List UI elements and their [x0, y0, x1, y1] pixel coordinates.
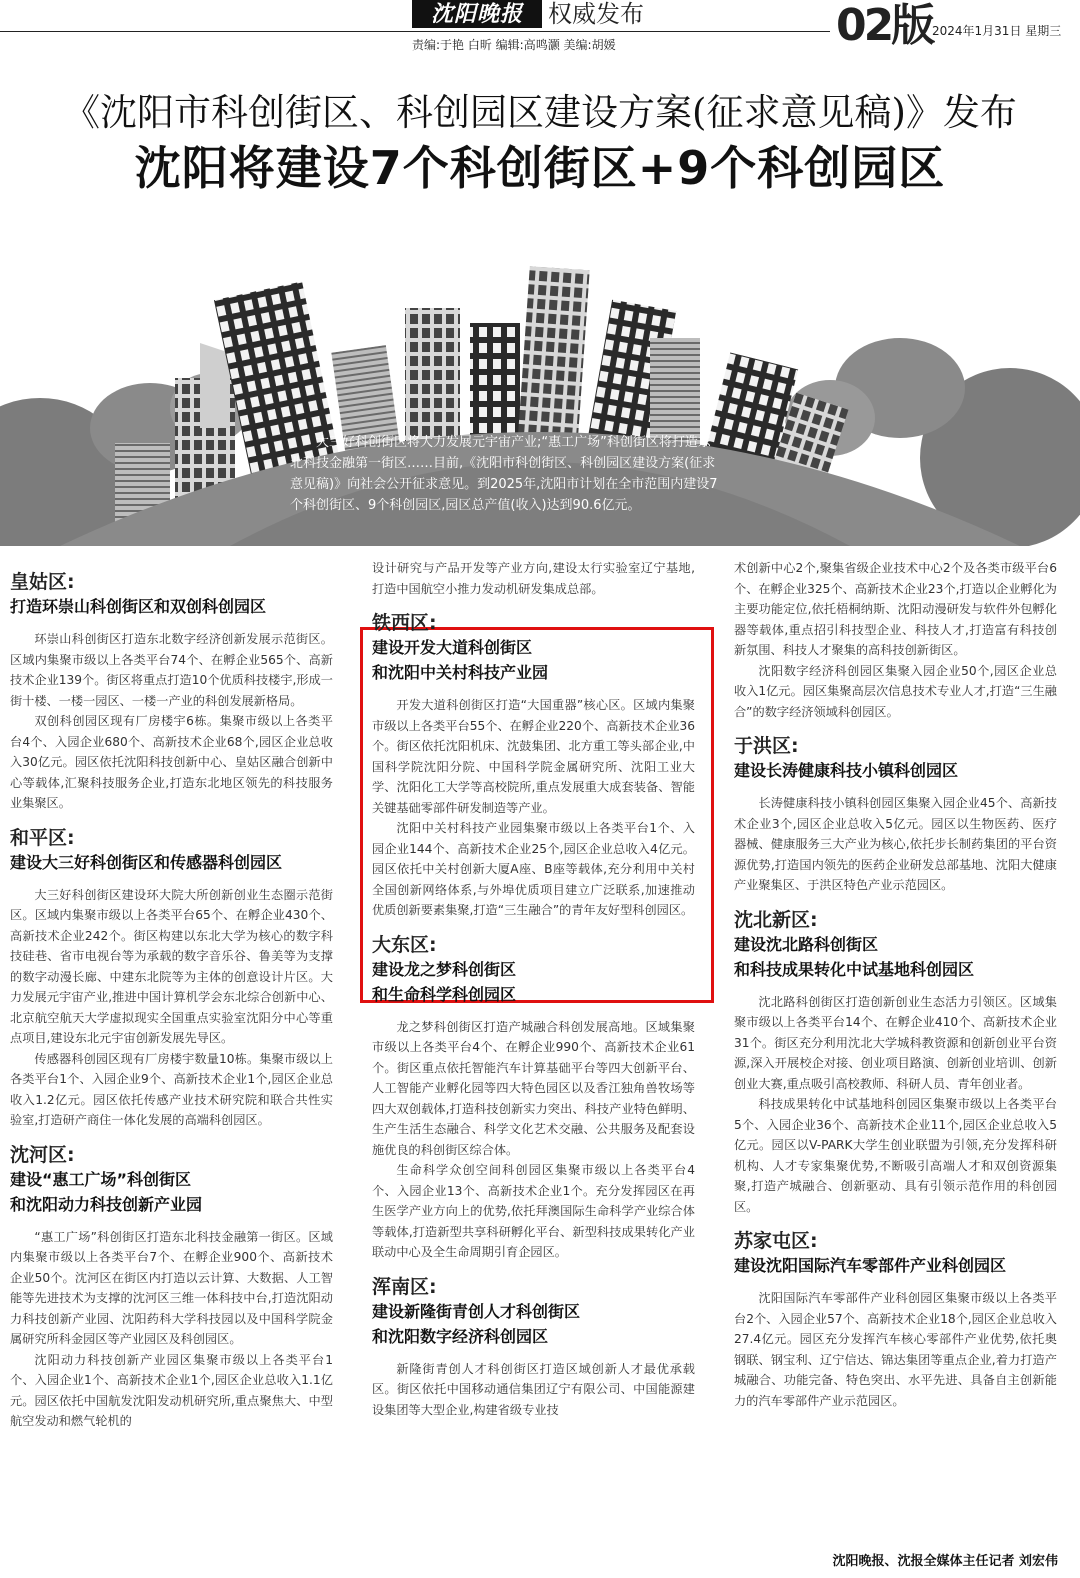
body-paragraph: 传感器科创园区现有厂房楼宇数量10栋。集聚市级以上各类平台1个、入园企业9个、高新技术企业1个,园区企业总收入1.2亿元。园区依托传感产业技术研究院和联合共性实验室,打造研产商住一体化发展的高端科创园区。: [10, 1051, 333, 1127]
district-name: 和平区:: [10, 826, 75, 849]
subtitle-line: 和沈阳中关村科技产业园: [372, 663, 549, 682]
district-subtitle: [372, 635, 695, 685]
district-subtitle: 建设大三好科创街区和传感器科创园区: [10, 852, 283, 872]
column-1: [10, 558, 333, 1432]
district-name: 浑南区:: [372, 1275, 437, 1298]
column-3: [734, 558, 1057, 1411]
body-paragraph: 双创科创园区现有厂房楼宇6栋。集聚市级以上各类平台4个、入园企业680个、高新技术企业68个,园区企业总收入30亿元。园区依托沈阳科技创新中心、皇姑区融合创新中心等载体,汇聚科技服务企业,打造东北地区领先的科技服务业集聚区。: [10, 714, 333, 810]
body-paragraph: 沈阳动力科技创新产业园区集聚市级以上各类平台1个、入园企业1个、高新技术企业1个,园区企业总收入1.1亿元。园区依托中国航发沈阳发动机研究所,重点聚焦大、中型航空发动和燃气轮机的: [10, 1352, 333, 1428]
subtitle-line: 建设开发大道科创街区: [372, 638, 533, 657]
header-rule: [0, 31, 830, 32]
district-section: [10, 826, 333, 1131]
district-name: 铁西区:: [372, 612, 437, 634]
column-2: [372, 558, 695, 1420]
subtitle-line: 建设龙之梦科创街区: [372, 959, 517, 979]
page-header: [0, 0, 1080, 52]
body-paragraph: 大三好科创街区建设环大院大所创新创业生态圈示范街区。区域内集聚市级以上各类平台65个、在孵企业430个、高新技术企业242个。街区构建以东北大学为核心的数字科技硅巷、省市电视台等为承载的数字音乐谷、鲁美等为支撑的数字动漫长廊、中建东北院等为主体的创意设计片区。大力发展元宇宙产业,推进中国计算机学会东北综合创新中心、北京航空航天大学虚拟现实全国重点实验室沈阳分中心等重点项目,建设东北元宇宙创新发展先导区。: [10, 887, 333, 1045]
subtitle-line: 和沈阳动力科技创新产业园: [10, 1194, 203, 1214]
district-name: 大东区:: [372, 933, 437, 956]
body-paragraph: 沈阳数字经济科创园区集聚入园企业50个,园区企业总收入1亿元。园区集聚高层次信息技术专业人才,打造“三生融合”的数字经济领域科创园区。: [734, 663, 1057, 719]
subtitle-line: 和生命科学科创园区: [372, 984, 517, 1004]
district-name: 苏家屯区:: [734, 1230, 818, 1252]
district-section: [372, 933, 695, 1263]
district-subtitle: 建设长涛健康科技小镇科创园区: [734, 761, 959, 780]
body-paragraph: 新隆街青创人才科创街区打造区域创新人才最优承载区。街区依托中国移动通信集团辽宁有限公司、中国能源建设集团等大型企业,构建省级专业技: [372, 1361, 695, 1417]
page-number: 02版: [836, 0, 933, 51]
body-paragraph: 开发大道科创街区打造“大国重器”核心区。区域内集聚市级以上各类平台55个、在孵企业220个、高新技术企业36个。街区依托沈阳机床、沈鼓集团、北方重工等头部企业,中国科学院沈阳分院、中国科学院金属研究所、沈阳工业大学、沈阳化工大学等高校院所,重点发展重大成套装备、智能关键基础零部件研发制造等产业。: [372, 698, 695, 815]
body-paragraph: 环崇山科创街区打造东北数字经济创新发展示范街区。区域内集聚市级以上各类平台74个、在孵企业565个、高新技术企业139个。街区将重点打造10个优质科技楼宇,形成一街十楼、一楼一园区、一楼一产业的科创发展新格局。: [10, 632, 333, 708]
district-subtitle: [734, 932, 1057, 982]
subtitle-line: 和沈阳数字经济科创园区: [372, 1326, 549, 1346]
intro-paragraph: 大三好科创街区将大力发展元宇宙产业;“惠工广场”科创街区将打造东北科技金融第一街区……目前,《沈阳市科创街区、科创园区建设方案(征求意见稿)》向社会公开征求意见。到2025年,沈阳市计划在全市范围内建设7个科创街区、9个科创园区,园区总产值(收入)达到90.6亿元。: [290, 435, 718, 513]
body-paragraph: 生命科学众创空间科创园区集聚市级以上各类平台4个、入园企业13个、高新技术企业1个。充分发挥园区在再生医学产业方向上的优势,依托拜澳国际生命科学产业综合体等载体,打造新型共享科研孵化平台、新型科技成果转化产业联动中心及全生命周期引育企园区。: [372, 1163, 695, 1259]
district-name: 于洪区:: [734, 735, 799, 757]
district-section: [734, 908, 1057, 1218]
district-subtitle: 建设沈阳国际汽车零部件产业科创园区: [734, 1256, 1007, 1275]
byline: 沈阳晚报、沈报全媒体主任记者 刘宏伟: [832, 1554, 1058, 1569]
district-subtitle: [372, 1299, 695, 1349]
body-paragraph: 沈阳中关村科技产业园集聚市级以上各类平台1个、入园企业144个、高新技术企业25个,园区企业总收入4亿元。园区依托中关村创新大厦A座、B座等载体,充分利用中关村全国创新网络体系,与外埠优质项目建立广泛联系,加速推动优质创新要素集聚,打造“三生融合”的青年友好型科创园区。: [372, 821, 695, 917]
district-section: [372, 1275, 695, 1421]
body-paragraph: 科技成果转化中试基地科创园区集聚市级以上各类平台5个、入园企业36个、高新技术企业11个,园区企业总收入5亿元。园区以V-PARK大学生创业联盟为引领,充分发挥科研机构、人才专家集聚优势,不断吸引高端人才和双创资源集聚,打造产城融合、创新驱动、具有引领示范作用的科创园区。: [734, 1097, 1057, 1214]
district-section: [734, 734, 1057, 896]
district-name: 沈北新区:: [734, 908, 818, 931]
body-paragraph: “惠工广场”科创街区打造东北科技金融第一街区。区域内集聚市级以上各类平台7个、在孵企业900个、高新技术企业50个。沈河区在街区内打造以云计算、大数据、人工智能等先进技术为支撑的沈河区三维一体科技中台,打造沈阳动力科技创新产业园、沈阳药科大学科技园以及中国科学院金属研究所科金园区等产业园区及科创园区。: [10, 1229, 333, 1346]
masthead: 沈阳晚报: [412, 0, 542, 28]
body-paragraph: 沈阳国际汽车零部件产业科创园区集聚市级以上各类平台2个、入园企业57个、高新技术企业18个,园区企业总收入27.4亿元。园区充分发挥汽车核心零部件产业优势,依托奥钢联、钢宝利、辽宁信达、锦达集团等重点企业,着力打造产城融合、功能完备、特色突出、水平先进、具备自主创新能力的汽车零部件产业示范园区。: [734, 1291, 1057, 1408]
district-section: [10, 1143, 333, 1432]
body-paragraph-continued: 术创新中心2个,聚集省级企业技术中心2个及各类市级平台6个、在孵企业325个、高新技术企业23个,打造以企业孵化为主要功能定位,依托梧桐纳斯、沈阳动漫研发与软件外包孵化器等载体,重点招引科技型企业、科技人才,打造富有科技创新氛围、科技人才聚集的高科技创新街区。: [734, 561, 1057, 657]
district-subtitle: 打造环崇山科创街区和双创科创园区: [10, 597, 267, 616]
subtitle-line: 建设“惠工广场”科创街区: [10, 1169, 192, 1189]
district-subtitle: [372, 957, 695, 1007]
body-paragraph: 长涛健康科技小镇科创园区集聚入园企业45个、高新技术企业3个,园区企业总收入5亿元。园区以生物医药、医疗器械、健康服务三大产业为核心,依托步长制药集团的平台资源优势,打造国内领先的医药企业研发总部基地、沈阳大健康产业聚集区、于洪区特色产业示范园区。: [734, 796, 1057, 892]
headline-line1: 《沈阳市科创街区、科创园区建设方案(征求意见稿)》发布: [63, 91, 1017, 134]
subtitle-line: 建设沈北路科创街区: [734, 934, 879, 954]
district-section: [734, 1229, 1057, 1411]
district-name: 皇姑区:: [10, 571, 75, 593]
subtitle-line: 和科技成果转化中试基地科创园区: [734, 959, 975, 979]
district-subtitle: [10, 1167, 333, 1217]
district-section: [372, 611, 695, 921]
body-paragraph-continued: 设计研究与产品开发等产业方向,建设太行实验室辽宁基地,打造中国航空小推力发动机研发集成总部。: [372, 561, 695, 596]
district-name: 沈河区:: [10, 1143, 75, 1166]
editors-credit: 责编:于艳 白昕 编辑:高鸣灏 美编:胡媛: [412, 38, 616, 52]
subtitle-line: 建设新隆街青创人才科创街区: [372, 1301, 581, 1321]
section-name: 权威发布: [548, 0, 644, 28]
body-paragraph: 沈北路科创街区打造创新创业生态活力引领区。区域集聚市级以上各类平台14个、在孵企业410个、高新技术企业31个。街区充分利用沈北大学城科教资源和创新创业平台资源,深入开展校企对接、创业项目路演、创新创业培训、创新创业大赛,重点吸引高校教师、科研人员、青年创业者。: [734, 994, 1057, 1091]
issue-date: 2024年1月31日 星期三: [932, 24, 1062, 38]
body-paragraph: 龙之梦科创街区打造产城融合科创发展高地。区域集聚市级以上各类平台4个、在孵企业990个、高新技术企业61个。街区重点依托智能汽车计算基础平台等四大创新平台、人工智能产业孵化园等四大特色园区以及香江独角兽牧场等四大双创载体,打造科技创新实力突出、科技产业特色鲜明、生产生活生态融合、科学文化艺术交融、公共服务及配套设施优良的科创街区综合体。: [372, 1019, 695, 1157]
district-section: [10, 570, 333, 814]
headline-line2: 沈阳将建设7个科创街区+9个科创园区: [134, 141, 946, 195]
